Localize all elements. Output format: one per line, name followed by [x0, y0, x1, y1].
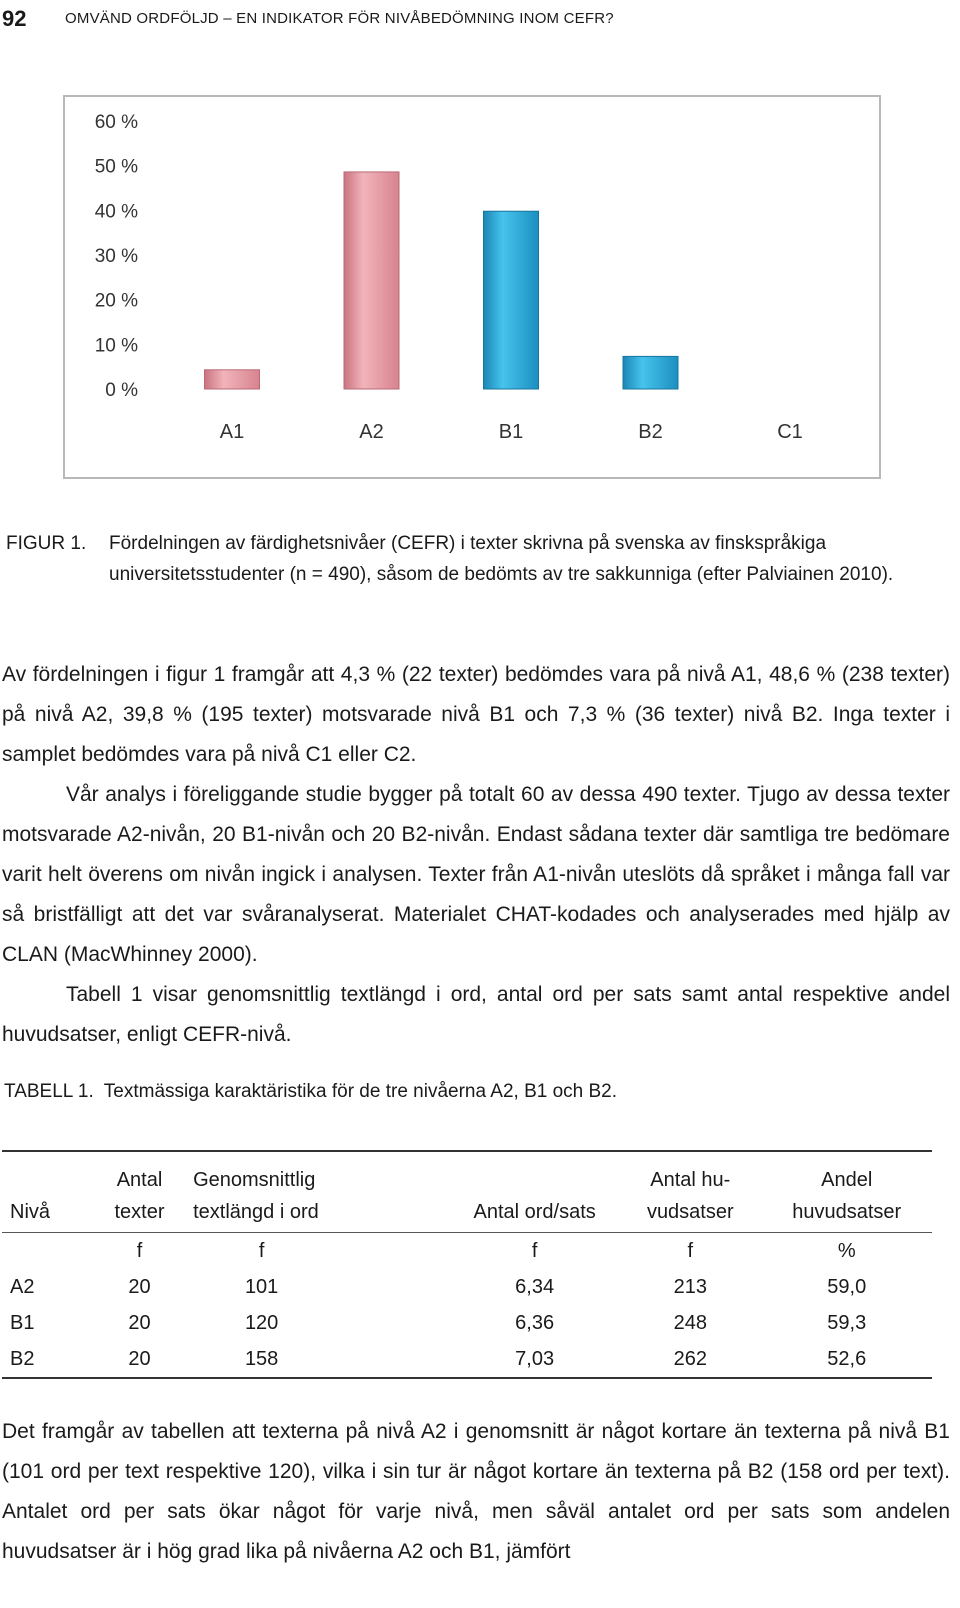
figure-chart	[63, 95, 881, 479]
figure-label: FIGUR 1.	[6, 533, 87, 554]
bar-b1	[484, 211, 539, 389]
table-header-cell: huvudsatser	[761, 1192, 932, 1233]
bar-a1	[205, 370, 260, 389]
table-label: TABELL 1.	[4, 1081, 94, 1102]
bar-chart	[65, 97, 879, 477]
paragraph: Tabell 1 visar genomsnittlig textlängd i ord, antal ord per sats samt antal respektive andel huvudsatser, enligt CEFR-nivå.	[2, 983, 950, 1046]
paragraph: Vår analys i föreliggande studie bygger på totalt 60 av dessa 490 texter. Tjugo av dessa texter motsvarade A2-nivån, 20 B1-nivån och 20 B2-nivån. Endast sådana texter där samtliga tre bedömare varit helt överens om nivån ingick i analysen. Texter från A1-nivån uteslöts då språket i många fall var så bristfälligt att det var svåranalyserat. Materialet CHAT-kodades och analyserades med hjälp av CLAN (MacWhinney 2000).	[2, 783, 950, 966]
table-header-row	[2, 1151, 932, 1192]
body-text-section-1	[2, 655, 950, 1055]
x-tick-label: B2	[638, 421, 663, 443]
table-row	[2, 1305, 932, 1341]
page-header	[0, 6, 960, 34]
table-caption-text: Textmässiga karaktäristika för de tre nivåerna A2, B1 och B2.	[103, 1081, 618, 1102]
x-tick-label: A2	[359, 421, 384, 443]
x-tick-label: B1	[498, 421, 524, 443]
table-header-cell: texter	[88, 1192, 191, 1233]
bar-b2	[623, 356, 678, 389]
paragraph: Det framgår av tabellen att texterna på nivå A2 i genomsnitt är något kortare än texterna på nivå B1 (101 ord per text respektive 120), vilka i sin tur är något kortare än texterna på B2 (158 ord per text). Antalet ord per sats ökar något för varje nivå, men såväl antalet ord per sats som andelen huvudsatser är i hög grad lika på nivåerna A2 och B1, jämfört	[2, 1420, 950, 1563]
x-tick-label: C1	[777, 421, 803, 443]
y-tick-label: 50 %	[94, 156, 138, 178]
y-tick-label: 30 %	[94, 246, 138, 267]
y-tick-label: 10 %	[94, 335, 138, 357]
table-cell: 52,6	[827, 1347, 867, 1370]
body-text-section-2	[2, 1412, 950, 1572]
table-header-row	[2, 1192, 932, 1233]
bar-a2	[344, 172, 399, 389]
table-cell: 59,3	[827, 1311, 867, 1334]
y-tick-label: 60 %	[94, 112, 138, 133]
table-cell: f	[258, 1239, 265, 1262]
table-header-cell: textlängd i ord	[191, 1192, 450, 1233]
table-cell: 101	[244, 1275, 279, 1298]
page-number: 92	[2, 6, 27, 31]
table-cell: 6,34	[515, 1275, 555, 1298]
table-header-cell: vudsatser	[619, 1192, 761, 1233]
table-header-cell: Andel	[821, 1169, 873, 1191]
table-cell: 120	[244, 1311, 279, 1334]
table-cell: %	[837, 1239, 856, 1262]
table-cell: 262	[673, 1347, 707, 1370]
table-cell: 7,03	[515, 1347, 555, 1370]
table-cell: 20	[128, 1311, 151, 1334]
y-tick-label: 0 %	[105, 380, 138, 401]
table-cell: 20	[128, 1347, 151, 1370]
table-header-cell: Nivå	[2, 1192, 88, 1233]
table-cell: f	[136, 1239, 143, 1262]
table-cell: 158	[244, 1347, 279, 1370]
table-units-row	[2, 1233, 932, 1270]
table-cell: 6,36	[515, 1311, 555, 1334]
table-cell: 213	[673, 1275, 707, 1298]
table-cell: f	[687, 1239, 694, 1262]
x-tick-label: A1	[219, 421, 245, 443]
table-cell	[2, 1233, 88, 1270]
y-tick-label: 20 %	[94, 290, 138, 312]
table-cell: A2	[10, 1275, 35, 1298]
table-cell: 59,0	[827, 1275, 867, 1298]
table-header-cell	[450, 1151, 619, 1192]
table-header-cell: Antal ord/sats	[450, 1192, 619, 1233]
table-row	[2, 1341, 932, 1378]
table-header-cell	[2, 1151, 88, 1192]
table-header-cell: Genomsnittlig	[193, 1169, 316, 1191]
paragraph: Av fördelningen i figur 1 framgår att 4,3 % (22 texter) bedömdes vara på nivå A1, 48,6 % (238 texter) på nivå A2, 39,8 % (195 texter) motsvarade nivå B1 och 7,3 % (36 texter) nivå B2. Inga texter i samplet bedömdes vara på nivå C1 eller C2.	[2, 663, 950, 766]
table-cell: B2	[10, 1347, 35, 1370]
table-cell: 248	[673, 1311, 707, 1334]
figure-caption-text: Fördelningen av färdighetsnivåer (CEFR) i texter skrivna på svenska av finskspråkiga universitetsstudenter (n = 490), såsom de bedömts av tre sakkunniga (efter Palviainen 2010).	[109, 533, 894, 585]
data-table	[2, 1150, 932, 1379]
table-cell: 20	[128, 1275, 151, 1298]
table-caption	[4, 1081, 617, 1103]
running-title: OMVÄND ORDFÖLJD – EN INDIKATOR FÖR NIVÅBEDÖMNING INOM CEFR?	[65, 10, 614, 27]
y-tick-label: 40 %	[94, 201, 138, 223]
table-header-cell: Antal	[116, 1169, 163, 1191]
table-row	[2, 1269, 932, 1305]
table-cell: B1	[10, 1311, 35, 1334]
table-header-cell: Antal hu-	[650, 1169, 731, 1191]
table-cell: f	[531, 1239, 538, 1262]
